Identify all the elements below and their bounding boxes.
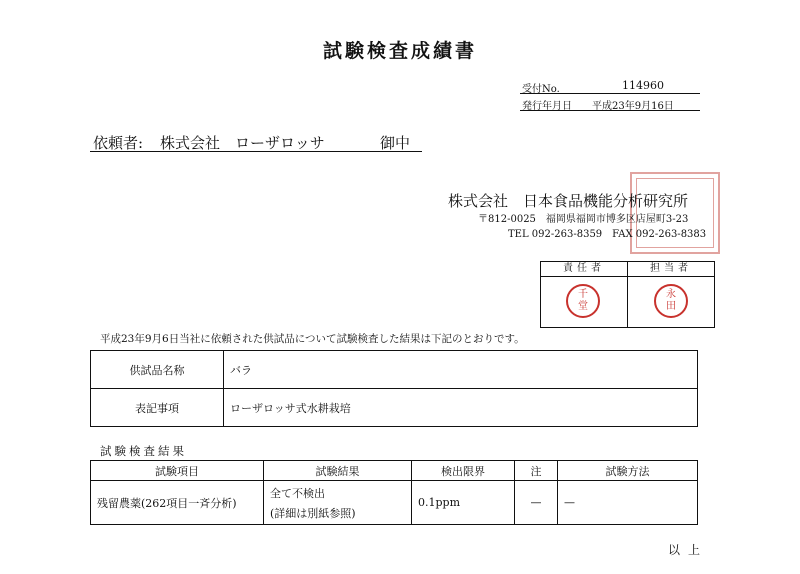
staff-label: 担当者 [628,262,714,277]
receipt-number: 114960 [622,79,664,92]
issue-underline [520,110,700,111]
staff-seal: 永 田 [654,284,688,318]
org-address: 〒812-0025 福岡県福岡市博多区店屋町3-23 [478,214,689,225]
sample-table [90,350,698,427]
table-row [91,481,698,525]
end-mark: 以上 [668,543,709,557]
header-test-result: 試験結果 [264,461,412,481]
responsible-seal: 千 堂 [566,284,600,318]
result-method: — [558,481,698,525]
issue-date-value: 平成23年9月16日 [592,101,674,112]
results-table [90,460,698,525]
header-detection-limit: 検出限界 [412,461,515,481]
sample-name-label: 供試品名称 [91,351,224,389]
result-limit: 0.1ppm [412,481,515,525]
responsible-label: 責任者 [541,262,627,277]
sample-name-value: バラ [224,351,698,389]
requester-honorific: 御中 [380,134,411,152]
sample-notation-label: 表記事項 [91,389,224,427]
header-test-item: 試験項目 [91,461,264,481]
org-name: 株式会社 日本食品機能分析研究所 [448,192,689,210]
result-value [264,481,412,525]
results-title: 試験検査結果 [100,444,187,458]
org-contact: TEL 092-263-8359 FAX 092-263-8383 [508,229,707,240]
receipt-label: 受付No. [522,84,560,95]
issue-date-label: 発行年月日 [522,101,572,112]
intro-text: 平成23年9月6日当社に依頼された供試品について試験検査した結果は下記のとおりです。 [100,333,525,345]
result-line-2: (詳細は別紙参照) [270,506,356,520]
signature-box [540,261,715,328]
requester-name: 株式会社 ローザロッサ [160,134,325,152]
requester-underline [90,151,422,152]
result-note: — [515,481,558,525]
requester-label: 依頼者: [93,134,144,152]
header-test-method: 試験方法 [558,461,698,481]
receipt-underline [520,93,700,94]
result-item: 残留農薬(262項目一斉分析) [91,481,264,525]
document-title: 試験検査成績書 [322,40,477,62]
header-note: 注 [515,461,558,481]
sample-notation-value: ローザロッサ式水耕栽培 [224,389,698,427]
result-line-1: 全て不検出 [270,486,325,500]
